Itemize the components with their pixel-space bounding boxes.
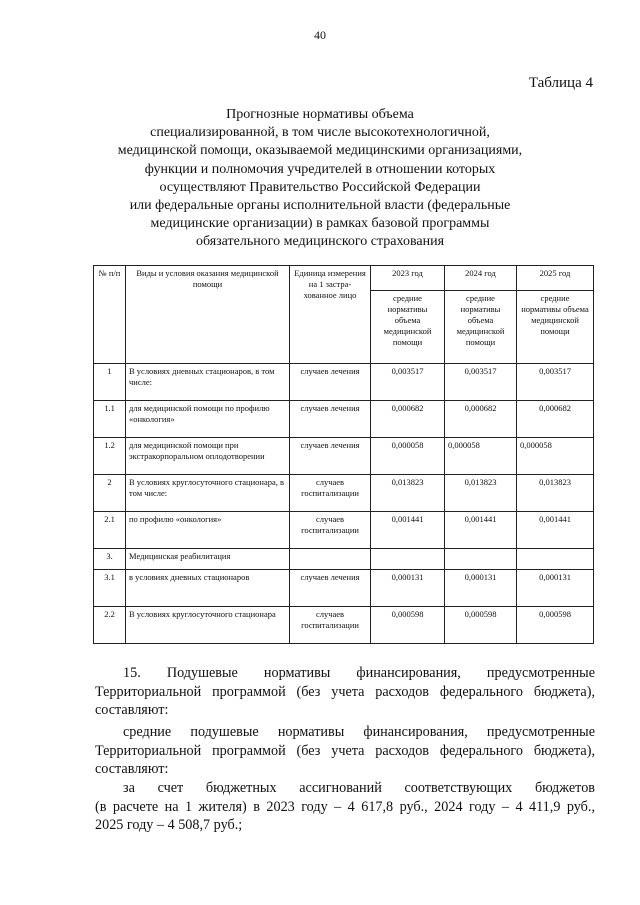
paragraph-line: составляют: [95,702,169,718]
table-row [94,549,594,570]
paragraph-line: 2025 году – 4 508,7 руб.; [95,817,243,833]
row-type: для медицинской помощи при экстракорпоральном оплодотворении [126,438,290,475]
row-value-2024: 0,001441 [445,512,517,549]
row-value-2025: 0,000131 [517,570,594,607]
row-value-2025: 0,000598 [517,607,594,644]
row-num: 1.1 [94,401,126,438]
row-num: 2.1 [94,512,126,549]
row-type: В условиях круглосуточного стационара [126,607,290,644]
row-unit: случаев лечения [290,364,371,401]
row-value-2025: 0,000058 [517,438,594,475]
row-num: 3. [94,549,126,570]
row-unit: случаев лечения [290,570,371,607]
title-line: функции и полномочия учредителей в отношении которых [144,161,496,177]
row-value-2023: 0,003517 [371,364,445,401]
row-value-2024: 0,000682 [445,401,517,438]
row-value-2025: 0,013823 [517,475,594,512]
title-line: или федеральные органы исполнительной власти (федеральные [129,198,511,214]
row-type: В условиях круглосуточного стационара, в том числе: [126,475,290,512]
title-line: осуществляют Правительство Российской Федерации [159,179,481,195]
row-unit [290,549,371,570]
header-year-2025: 2025 год [517,266,594,291]
row-value-2023: 0,000131 [371,570,445,607]
row-unit: случаев госпитализации [290,607,371,644]
paragraph-line: Территориальной программой (без учета расходов федерального бюджета), [95,683,595,700]
header-year-2024: 2024 год [445,266,517,291]
row-value-2024: 0,003517 [445,364,517,401]
row-value-2024: 0,013823 [445,475,517,512]
row-unit: случаев лечения [290,401,371,438]
row-value-2023 [371,549,445,570]
row-num: 1 [94,364,126,401]
header-num: № п/п [94,266,126,364]
table-row [94,512,594,549]
row-num: 2 [94,475,126,512]
row-value-2024: 0,000131 [445,570,517,607]
row-value-2025 [517,549,594,570]
title-line: медицинские организации) в рамках базовой программы [150,216,490,232]
row-value-2024: 0,000598 [445,607,517,644]
row-value-2025: 0,003517 [517,364,594,401]
row-unit: случаев лечения [290,438,371,475]
subheader-2024: средние нормативы объема медицинской помощи [445,291,517,364]
paragraph-line: (в расчете на 1 жителя) в 2023 году – 4 617,8 руб., 2024 году – 4 411,9 руб., [95,798,595,815]
row-type: для медицинской помощи по профилю «онкология» [126,401,290,438]
row-num: 3.1 [94,570,126,607]
row-type: Медицинская реабилитация [126,549,290,570]
title-line: обязательного медицинского страхования [195,234,445,250]
row-value-2023: 0,000682 [371,401,445,438]
subheader-2025: средние нормативы объема медицинской помощи [517,291,594,364]
paragraph-line: средние подушевые нормативы финансирования, предусмотренные [123,724,595,740]
norms-table [93,265,594,644]
table-row [94,438,594,475]
table-row [94,364,594,401]
table-row [94,401,594,438]
row-type: по профилю «онкология» [126,512,290,549]
paragraph-line: Территориальной программой (без учета расходов федерального бюджета), [95,742,595,759]
title-line: специализированной, в том числе высокотехнологичной, [150,125,490,141]
table-row [94,607,594,644]
row-unit: случаев госпитализации [290,475,371,512]
table-row [94,475,594,512]
paragraph-budget [95,779,595,835]
row-value-2025: 0,000682 [517,401,594,438]
row-type: В условиях дневных стационаров, в том числе: [126,364,290,401]
row-value-2023: 0,013823 [371,475,445,512]
table-row [94,570,594,607]
header-types: Виды и условия оказания медицинской помощи [126,266,290,364]
row-unit: случаев госпитализации [290,512,371,549]
paragraph-line: составляют: [95,761,169,777]
row-num: 2.2 [94,607,126,644]
row-value-2025: 0,001441 [517,512,594,549]
title-line: Прогнозные нормативы объема [226,107,414,122]
paragraph-line: 15. Подушевые нормативы финансирования, предусмотренные [123,665,595,681]
table-header-row [94,266,594,291]
paragraph-average-norms [95,723,595,779]
row-value-2024: 0,000058 [445,438,517,475]
row-value-2023: 0,001441 [371,512,445,549]
paragraph-line: за счет бюджетных ассигнований соответствующих бюджетов [123,780,595,796]
subheader-2023: средние нормативы объема медицинской помощи [371,291,445,364]
row-value-2023: 0,000598 [371,607,445,644]
table-title [60,106,580,252]
header-unit: Единица измерения на 1 застра-хованное лицо [290,266,371,364]
row-type: в условиях дневных стационаров [126,570,290,607]
header-year-2023: 2023 год [371,266,445,291]
paragraph-15 [95,664,595,720]
row-value-2024 [445,549,517,570]
title-line: медицинской помощи, оказываемой медицинскими организациями, [117,143,523,159]
table-label: Таблица 4 [528,75,593,91]
page-number: 40 [314,28,326,42]
row-num: 1.2 [94,438,126,475]
row-value-2023: 0,000058 [371,438,445,475]
